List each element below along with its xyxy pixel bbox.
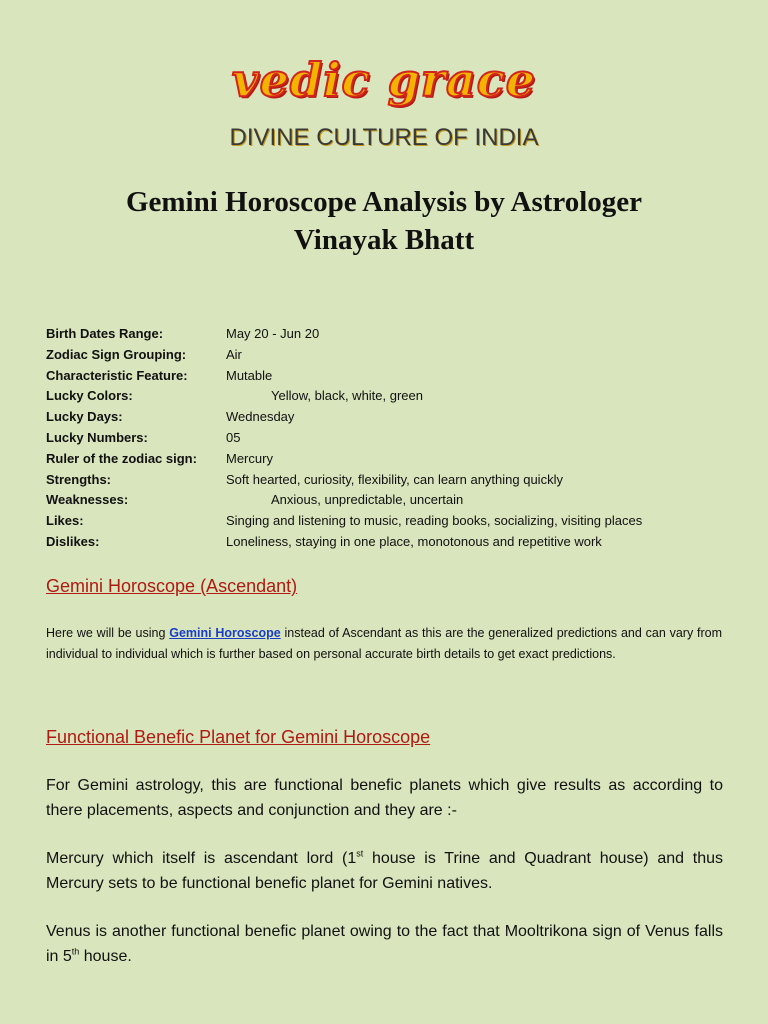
info-label: Ruler of the zodiac sign:	[46, 450, 197, 466]
section-heading-functional-benefic: Functional Benefic Planet for Gemini Horoscope	[46, 727, 431, 747]
info-label: Lucky Colors:	[46, 388, 133, 404]
paragraph-text: house is Trine and Quadrant house) and thus Mercury sets to be functional benefic planet for Gemini natives.	[46, 850, 723, 892]
page-title	[40, 183, 728, 259]
venus-paragraph	[46, 920, 723, 969]
vedic-grace-logo	[0, 52, 768, 108]
info-label: Likes:	[46, 513, 84, 529]
ascendant-paragraph	[46, 623, 722, 665]
info-row	[46, 490, 726, 511]
info-value: Yellow, black, white, green	[271, 388, 424, 404]
info-row	[46, 470, 726, 491]
info-value: Air	[226, 346, 242, 362]
info-row	[46, 345, 726, 366]
mercury-paragraph	[46, 847, 723, 896]
logo-wordmark: vedic grace	[231, 53, 537, 107]
info-value: Loneliness, staying in one place, monotonous and repetitive work	[226, 533, 602, 549]
info-value: 05	[226, 429, 241, 445]
title-line-2: Vinayak Bhatt	[293, 224, 475, 256]
paragraph-text: instead of Ascendant as this are the generalized predictions and can vary from individual to individual which is further based on personal accurate birth details to get exact predictions.	[46, 626, 722, 661]
paragraph-text: house.	[79, 947, 132, 965]
info-row	[46, 511, 726, 532]
benefic-intro-paragraph: For Gemini astrology, this are functional benefic planets which give results as according to there placements, aspects and conjunction and they are :-	[46, 777, 723, 819]
title-line-1: Gemini Horoscope Analysis by Astrologer	[125, 186, 643, 218]
info-value: Soft hearted, curiosity, flexibility, can learn anything quickly	[226, 471, 563, 487]
info-row	[46, 386, 726, 407]
info-label: Dislikes:	[46, 533, 100, 549]
info-row	[46, 407, 726, 428]
info-row	[46, 324, 726, 345]
info-value: Singing and listening to music, reading books, socializing, visiting places	[226, 513, 643, 529]
info-value: Mercury	[226, 450, 273, 466]
info-value: Anxious, unpredictable, uncertain	[271, 492, 464, 508]
info-label: Zodiac Sign Grouping:	[46, 346, 187, 362]
ordinal-suffix: st	[356, 848, 364, 859]
info-row	[46, 428, 726, 449]
paragraph-text: Mercury which itself is ascendant lord (1	[46, 850, 357, 867]
logo-tagline: DIVINE CULTURE OF INDIA	[229, 124, 539, 151]
zodiac-info-table	[46, 324, 726, 553]
info-value: May 20 - Jun 20	[226, 326, 320, 341]
info-row	[46, 366, 726, 387]
info-value: Mutable	[226, 367, 273, 383]
info-label: Strengths:	[46, 471, 111, 487]
info-row	[46, 449, 726, 470]
info-label: Lucky Numbers:	[46, 429, 148, 445]
paragraph-text: Venus is another functional benefic planet owing to the fact that Mooltrikona sign of Venus falls in 5	[46, 923, 723, 965]
section-heading-ascendant: Gemini Horoscope (Ascendant)	[46, 576, 298, 596]
info-label: Birth Dates Range:	[46, 326, 164, 341]
gemini-horoscope-link[interactable]: Gemini Horoscope	[169, 626, 281, 640]
info-label: Characteristic Feature:	[46, 367, 188, 383]
info-value: Wednesday	[226, 409, 295, 425]
info-label: Weaknesses:	[46, 492, 129, 508]
ordinal-suffix: th	[71, 946, 80, 957]
paragraph-text: Here we will be using	[46, 626, 170, 640]
info-label: Lucky Days:	[46, 409, 123, 425]
info-row	[46, 532, 726, 553]
